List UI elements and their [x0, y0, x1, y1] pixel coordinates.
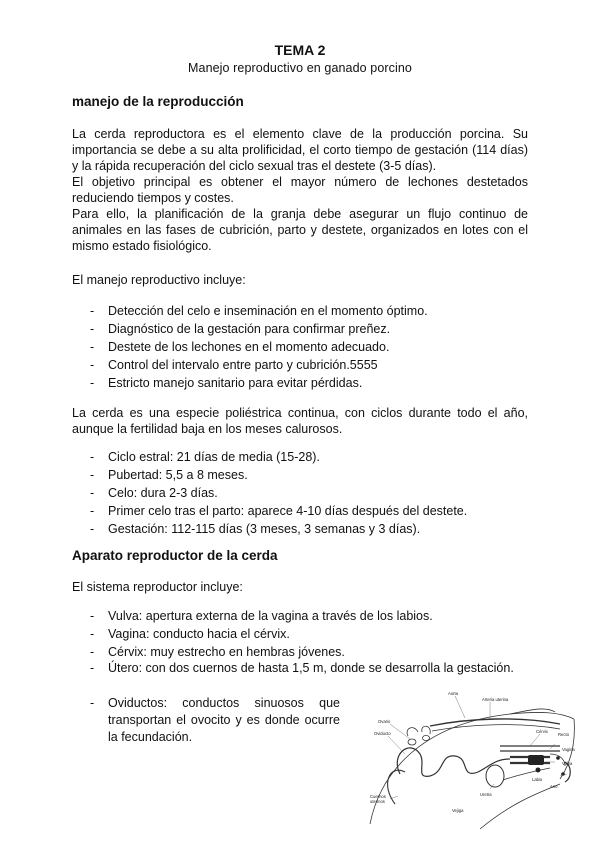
paragraph-objective: El objetivo principal es obtener el mayor número de lechones destetados reduciendo tiempos y costes. [72, 175, 528, 205]
list-item-oviductos: - Oviductos: conductos sinuosos que transportan el ovocito y es donde ocurre la fecundación. [90, 696, 340, 744]
label-cervix: Cérvix [536, 729, 548, 734]
label-oviducto: Oviducto [374, 731, 391, 736]
list-item: - Gestación: 112-115 días (3 meses, 3 semanas y 3 días). [90, 522, 421, 536]
page-subtitle: Manejo reproductivo en ganado porcino [188, 61, 412, 75]
list-item: - Control del intervalo entre parto y cubrición.5555 [90, 358, 378, 372]
section-heading-aparato: Aparato reproductor de la cerda [72, 548, 278, 563]
list-item: - Vagina: conducto hacia el cérvix. [90, 627, 290, 641]
paragraph-intro: La cerda reproductora es el elemento clave de la producción porcina. Su importancia se debe a su alta prolificidad, el corto tiempo de gestación (114 días) y la rápida recuperación del ciclo sexual tras el destete (3-5 días). [72, 127, 528, 173]
label-ovario: Ovario [378, 719, 391, 724]
list-item: - Detección del celo e inseminación en el momento óptimo. [90, 304, 428, 318]
label-arteria-uterina: Arteria uterina [482, 697, 509, 702]
label-uretra: Uretra [480, 792, 492, 797]
list-item: - Destete de los lechones en el momento adecuado. [90, 340, 390, 354]
label-vulva: Vulva [562, 761, 573, 766]
list-item: - Primer celo tras el parto: aparece 4-10 días después del destete. [90, 504, 468, 518]
list-item: - Vulva: apertura externa de la vagina a través de los labios. [90, 609, 433, 623]
list-item: - Celo: dura 2-3 días. [90, 486, 218, 500]
list-item: - Pubertad: 5,5 a 8 meses. [90, 468, 248, 482]
label-cuernos: Cuernos [370, 794, 386, 799]
list-intro-aparato: El sistema reproductor incluye: [72, 580, 243, 594]
label-labia: Labio [532, 777, 543, 782]
paragraph-poliestrica: La cerda es una especie poliéstrica continua, con ciclos durante todo el año, aunque la fertilidad baja en los meses calurosos. [72, 406, 528, 436]
label-uterinos: uterinos [370, 799, 385, 804]
list-item-utero: - Útero: con dos cuernos de hasta 1,5 m, donde se desarrolla la gestación. [90, 661, 514, 675]
page-title: TEMA 2 [274, 42, 326, 58]
list-item: - Cérvix: muy estrecho en hembras jóvenes. [90, 645, 345, 659]
label-vejiga: Vejiga [452, 808, 464, 813]
list-aparato [72, 607, 433, 661]
label-recto: Recto [558, 732, 569, 737]
list-item: - Diagnóstico de la gestación para confirmar preñez. [90, 322, 391, 336]
label-aorta: Aorta [448, 691, 459, 696]
section-heading-manejo: manejo de la reproducción [72, 94, 244, 109]
list-item: - Estricto manejo sanitario para evitar pérdidas. [90, 376, 363, 390]
reproductive-tract-diagram [360, 684, 578, 834]
label-vagina: Vagina [562, 747, 575, 752]
label-ano: Ano [550, 784, 558, 789]
paragraph-planning: Para ello, la planificación de la granja debe asegurar un flujo continuo de animales en las fases de cubrición, parto y destete, organizados en lotes con el mismo estado fisiológico. [72, 207, 528, 253]
list-intro-manejo: El manejo reproductivo incluye: [72, 273, 246, 287]
list-ciclo [72, 448, 467, 538]
list-manejo [72, 302, 428, 392]
list-item: - Ciclo estral: 21 días de media (15-28). [90, 450, 320, 464]
